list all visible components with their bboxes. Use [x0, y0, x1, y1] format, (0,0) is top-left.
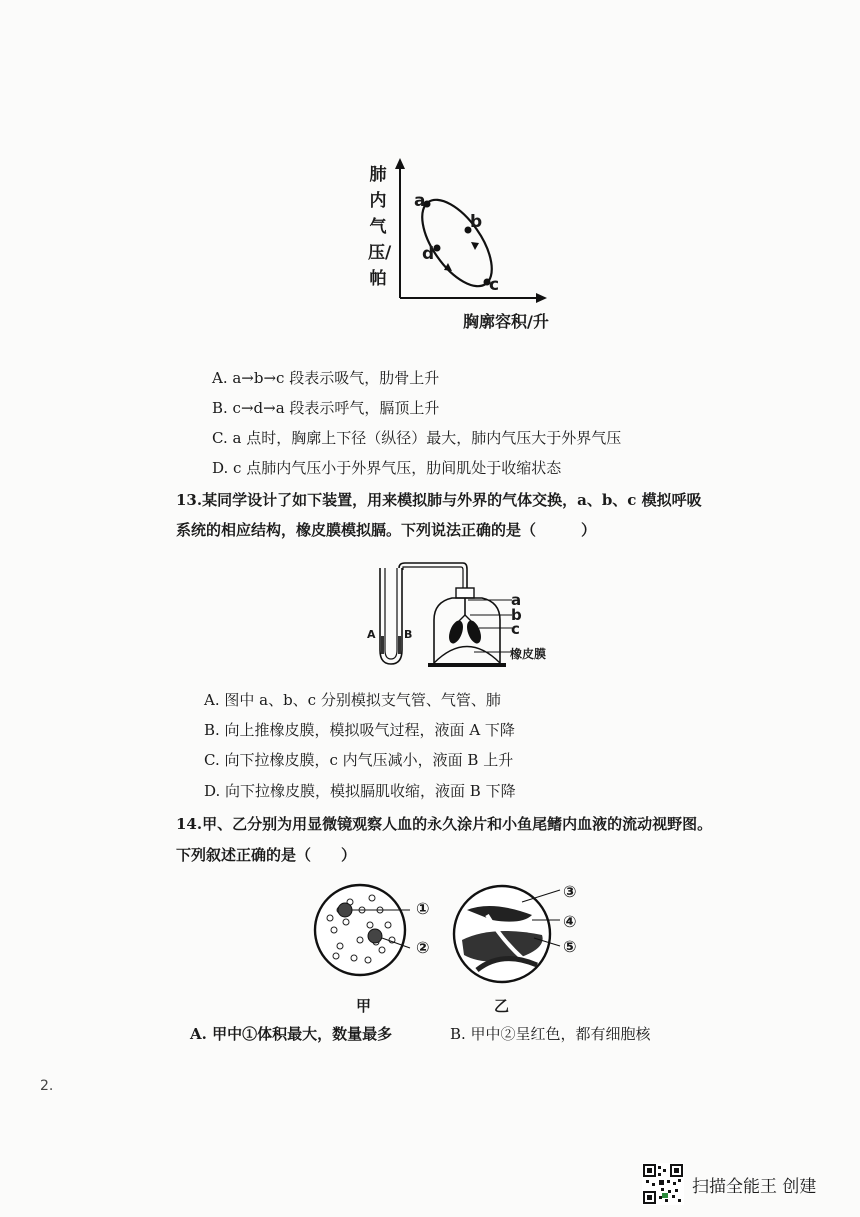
q12-option-a: A. a→b→c 段表示吸气，肋骨上升	[212, 369, 440, 387]
q14-option-b: B. 甲中②呈红色，都有细胞核	[450, 1025, 651, 1043]
blood-smear-view	[310, 880, 440, 980]
q14-stem-line1: 14.甲、乙分别为用显微镜观察人血的永久涂片和小鱼尾鳍内血液的流动视野图。	[176, 815, 713, 833]
graph-point-a: a	[414, 191, 426, 211]
apparatus-label-membrane: 橡皮膜	[510, 647, 547, 661]
fish-label-5: ⑤	[563, 937, 577, 956]
apparatus-label-B: B	[404, 628, 413, 641]
q13-option-c: C. 向下拉橡皮膜，c 内气压减小，液面 B 上升	[204, 751, 514, 769]
point-d	[434, 245, 441, 252]
q13-stem-line2: 系统的相应结构，橡皮膜模拟膈。下列说法正确的是（ ）	[176, 521, 597, 539]
smear-label-2: ②	[416, 938, 430, 957]
apparatus-label-A: A	[367, 628, 376, 641]
scanner-watermark: 扫描全能王 创建	[692, 1177, 817, 1197]
q14-stem-line2: 下列叙述正确的是（ ）	[176, 846, 357, 864]
fish-label-yi: 乙	[494, 997, 510, 1015]
lung-model-apparatus	[362, 560, 522, 672]
q12-option-b: B. c→d→a 段表示呼气，膈顶上升	[212, 399, 440, 417]
apparatus-label-c: c	[511, 620, 520, 638]
page-mark: 2.	[40, 1078, 54, 1094]
smear-label-1: ①	[416, 899, 430, 918]
fish-label-4: ④	[563, 912, 577, 931]
graph-x-label: 胸廓容积/升	[463, 312, 549, 331]
apparatus-label-b: b	[511, 606, 522, 624]
q12-option-c: C. a 点时，胸廓上下径（纵径）最大，肺内气压大于外界气压	[212, 429, 622, 447]
q13-option-d: D. 向下拉橡皮膜，模拟膈肌收缩，液面 B 下降	[204, 782, 516, 800]
graph-point-c: c	[489, 275, 500, 295]
q13-stem-line1: 13.某同学设计了如下装置，用来模拟肺与外界的气体交换，a、b、c 模拟呼吸	[176, 491, 702, 509]
q13-option-b: B. 向上推橡皮膜，模拟吸气过程，液面 A 下降	[204, 721, 515, 739]
q12-option-d: D. c 点肺内气压小于外界气压，肋间肌处于收缩状态	[212, 459, 562, 477]
apparatus-label-a: a	[511, 591, 522, 609]
q14-option-a: A. 甲中①体积最大，数量最多	[190, 1025, 393, 1043]
qr-code-icon	[642, 1163, 684, 1205]
graph-y-label: 肺内气压/帕	[368, 165, 392, 289]
graph-point-d: d	[422, 244, 435, 264]
fish-label-3: ③	[563, 882, 577, 901]
q13-option-a: A. 图中 a、b、c 分别模拟支气管、气管、肺	[204, 691, 501, 709]
graph-point-b: b	[470, 212, 483, 232]
smear-label-jia: 甲	[356, 997, 372, 1015]
